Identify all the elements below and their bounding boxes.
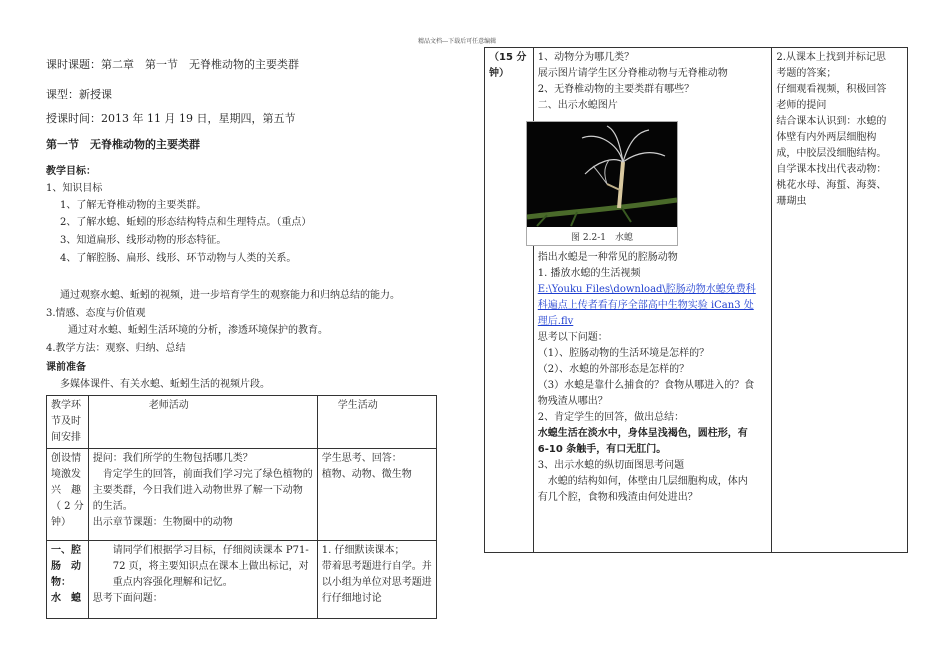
student-line: 学生思考、回答： bbox=[321, 453, 402, 464]
student-line: 仔细观看视频，积极回答 bbox=[776, 84, 887, 95]
header-stage bbox=[47, 396, 89, 449]
stage-line: 境激发 bbox=[51, 469, 81, 480]
teacher-line: 指出水螅是一种常见的腔肠动物 bbox=[537, 252, 678, 263]
table-row bbox=[47, 449, 437, 541]
student-line: 自学课本找出代表动物： bbox=[776, 164, 887, 175]
student-cell bbox=[772, 48, 908, 553]
teacher-line: 请同学们根据学习目标，仔细阅读课本 P71- bbox=[92, 545, 309, 556]
teacher-line: 2、无脊椎动物的主要类群有哪些？ bbox=[537, 84, 695, 95]
student-line: 结合课本认识到：水螅的 bbox=[776, 116, 887, 127]
stage-line: 肠 动 bbox=[51, 561, 81, 572]
student-line: 成，中胶层没细胞结构。 bbox=[776, 148, 887, 159]
emotion-heading: 3.情感、态度与价值观 bbox=[46, 308, 146, 319]
student-line: 考题的答案； bbox=[776, 68, 837, 79]
prep-text: 多媒体课件、有关水螅、蚯蚓生活的视频片段。 bbox=[60, 379, 270, 390]
knowledge-item: 1、了解无脊椎动物的主要类群。 bbox=[60, 200, 207, 211]
stage-line: 创设情 bbox=[51, 453, 81, 464]
knowledge-item: 4、了解腔肠、扁形、线形、环节动物与人类的关系。 bbox=[60, 253, 297, 264]
hydra-figure bbox=[526, 121, 678, 246]
teacher-line: 72 页，将主要知识点在课本上做出标记，对 bbox=[92, 561, 309, 572]
lesson-table bbox=[46, 395, 437, 619]
summary-line: 6-10 条触手，有口无肛门。 bbox=[537, 444, 667, 455]
teacher-line: 水螅的结构如何，体壁由几层细胞构成，体内 bbox=[537, 476, 748, 487]
stage-line: （ 2 分 bbox=[51, 501, 84, 512]
teacher-line: 主要类群，今日我们进入动物世界了解一下动物 bbox=[92, 485, 303, 496]
ability-text: 通过观察水螅、蚯蚓的视频，进一步培育学生的观察能力和归纳总结的能力。 bbox=[60, 290, 400, 301]
knowledge-heading: 1、知识目标 bbox=[46, 183, 103, 194]
stage-cell bbox=[47, 541, 89, 619]
course-title: 课时课题：第二章 第一节 无脊椎动物的主要类群 bbox=[46, 58, 299, 71]
teacher-line: （2）、水螅的外部形态是怎样的？ bbox=[537, 364, 690, 375]
teacher-cell bbox=[88, 541, 317, 619]
teacher-cell bbox=[88, 449, 317, 541]
teacher-line: 的生活。 bbox=[92, 501, 133, 512]
lesson-type: 课型：新授课 bbox=[46, 88, 112, 101]
student-line: 行仔细地讨论 bbox=[321, 593, 382, 604]
teacher-line: 1. 播放水螅的生活视频 bbox=[537, 268, 641, 279]
student-cell bbox=[317, 449, 436, 541]
lesson-time: 授课时间：2013 年 11 月 19 日，星期四，第五节 bbox=[46, 112, 296, 125]
stage-line: 钟） bbox=[51, 517, 71, 528]
method-text: 4.教学方法：观察、归纳、总结 bbox=[46, 343, 186, 354]
stage-line: 兴 趣 bbox=[51, 485, 81, 496]
teacher-line: 展示图片请学生区分脊椎动物与无脊椎动物 bbox=[537, 68, 728, 79]
teacher-line: 重点内容强化理解和记忆。 bbox=[92, 577, 233, 588]
student-line: 桃花水母、海蜇、海葵、 bbox=[776, 180, 887, 191]
stage-line: 物： bbox=[51, 577, 71, 588]
student-line: 以小组为单位对思考题进 bbox=[321, 577, 432, 588]
student-line: 体壁有内外两层细胞构 bbox=[776, 132, 877, 143]
student-line: 珊瑚虫 bbox=[776, 196, 807, 207]
knowledge-item: 3、知道扁形、线形动物的形态特征。 bbox=[60, 235, 227, 246]
header-note: 精品文档---下载后可任意编辑 bbox=[418, 38, 497, 45]
figure-caption: 图 2.2-1 水螅 bbox=[571, 233, 633, 243]
section-title: 第一节 无脊椎动物的主要类群 bbox=[46, 138, 200, 151]
header-line: 节及时 bbox=[51, 416, 81, 427]
student-line: 1. 仔细默读课本； bbox=[321, 545, 405, 556]
header-line: 间安排 bbox=[51, 432, 81, 443]
time-line: 钟） bbox=[489, 68, 509, 79]
objectives-heading: 教学目标： bbox=[46, 166, 96, 177]
prep-heading: 课前准备 bbox=[46, 362, 86, 373]
student-cell bbox=[317, 541, 436, 619]
time-line: （15 分 bbox=[489, 52, 527, 63]
hydra-photo bbox=[527, 122, 677, 227]
teacher-line: 提问：我们所学的生物包括哪几类？ bbox=[92, 453, 253, 464]
summary-line: 水螅生活在淡水中，身体呈浅褐色，圆柱形，有 bbox=[537, 428, 748, 439]
teacher-line: 3、出示水螅的纵切面图思考问题 bbox=[537, 460, 685, 471]
student-line: 2.从课本上找到并标记思 bbox=[776, 52, 886, 63]
table-header-row bbox=[47, 396, 437, 449]
teacher-line: （3）水螅是靠什么捕食的？食物从哪进入的？食 bbox=[537, 380, 755, 391]
header-line: 教学环 bbox=[51, 400, 81, 411]
teacher-line: 2、肯定学生的回答，做出总结： bbox=[537, 412, 685, 423]
knowledge-item: 2、了解水螅、蚯蚓的形态结构特点和生理特点。（重点） bbox=[60, 217, 312, 228]
student-line: 植物、动物、微生物 bbox=[321, 469, 412, 480]
teacher-line: 1、动物分为哪几类？ bbox=[537, 52, 635, 63]
header-teacher: 老师活动 bbox=[88, 396, 317, 449]
header-student: 学生活动 bbox=[317, 396, 436, 449]
teacher-line: 思考下面问题： bbox=[92, 593, 163, 604]
stage-cell bbox=[47, 449, 89, 541]
teacher-line: 物残渣从哪出？ bbox=[537, 396, 608, 407]
stage-line: 水 螅 bbox=[51, 593, 81, 604]
video-link[interactable]: 理后.flv bbox=[537, 316, 574, 327]
student-line: 老师的提问 bbox=[776, 100, 827, 111]
video-link[interactable]: 科遍点上传者看有序全部高中生物实验 iCan3 处 bbox=[537, 300, 754, 311]
student-line: 带着思考题进行自学。并 bbox=[321, 561, 432, 572]
teacher-line: 有几个腔，食物和残渣由何处进出？ bbox=[537, 492, 698, 503]
teacher-line: 思考以下问题： bbox=[537, 332, 608, 343]
teacher-line: 二、出示水螅图片 bbox=[537, 100, 618, 111]
teacher-line: （1）、腔肠动物的生活环境是怎样的？ bbox=[537, 348, 710, 359]
teacher-line: 出示章节课题：生物圈中的动物 bbox=[92, 517, 233, 528]
teacher-line: 肯定学生的回答，前面我们学习完了绿色植物的 bbox=[92, 469, 313, 480]
table-row bbox=[47, 541, 437, 619]
stage-line: 一、腔 bbox=[51, 545, 81, 556]
emotion-text: 通过对水螅、蚯蚓生活环境的分析，渗透环境保护的教育。 bbox=[68, 325, 328, 336]
video-link[interactable]: E:\Youku Files\download\腔肠动物水螅免费科 bbox=[537, 284, 756, 295]
